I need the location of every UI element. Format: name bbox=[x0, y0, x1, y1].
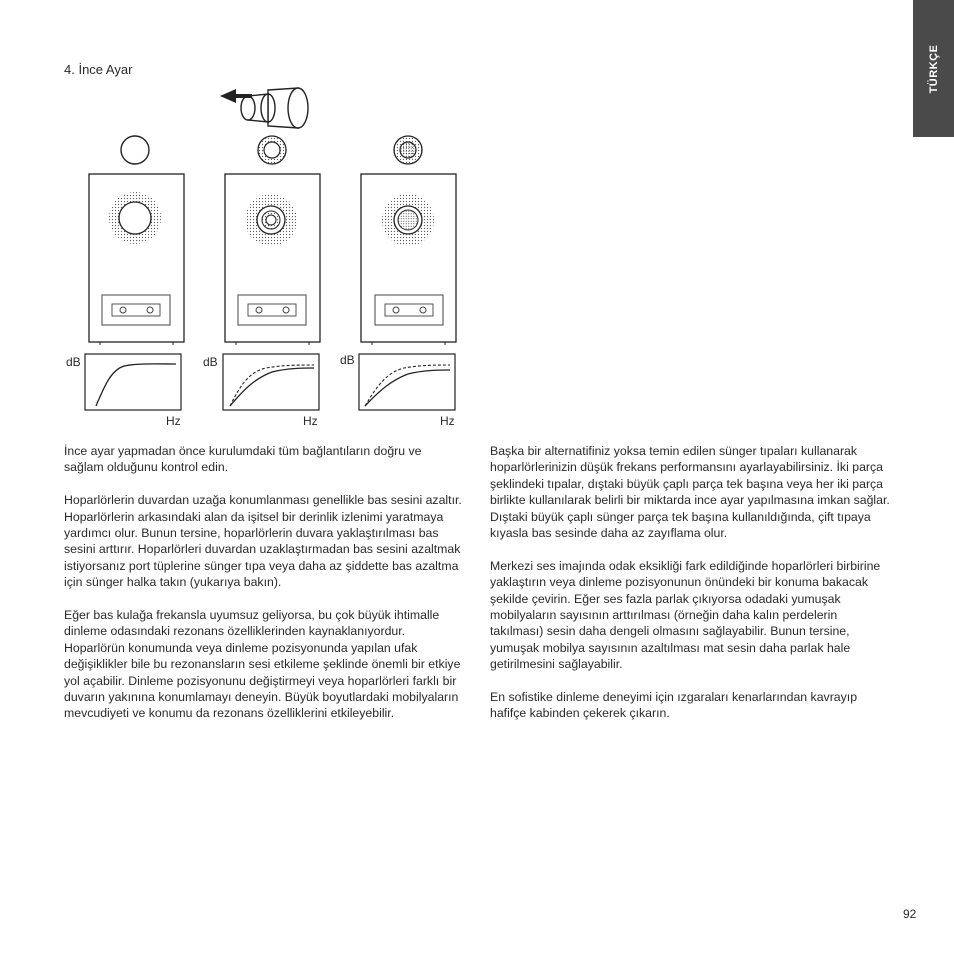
language-tab bbox=[913, 0, 954, 137]
graph-x-label: Hz bbox=[440, 414, 455, 428]
port-open-icon bbox=[121, 136, 149, 164]
speaker-plug bbox=[361, 174, 456, 345]
response-graph-open bbox=[66, 354, 181, 428]
speaker-ring bbox=[225, 174, 320, 345]
section-heading: 4. İnce Ayar bbox=[64, 62, 133, 77]
language-tab-label: TÜRKÇE bbox=[927, 44, 940, 93]
graph-y-label: dB bbox=[66, 355, 81, 369]
paragraph: Hoparlörlerin duvardan uzağa konumlanması genellikle bas sesini azaltır. Hoparlörlerin arkasındaki alan da işitsel bir derinlik izlenimi yaratmaya yardımcı olur. Bunun tersine, hoparlörlerin duvara yaklaştırılması bas sesini arttırır. Hoparlörleri duvardan uzaklaştırmadan bas sesini azaltmak istiyorsanız port tüplerine sünger tıpa veya daha az şiddette bas azaltma için sünger halka takın (yukarıya bakın). bbox=[64, 493, 462, 590]
graph-x-label: Hz bbox=[303, 414, 318, 428]
graph-y-label: dB bbox=[340, 353, 355, 367]
graph-y-label: dB bbox=[203, 355, 218, 369]
paragraph: Merkezi ses imajında odak eksikliği fark edildiğinde hoparlörleri birbirine yaklaştırın veya dinleme pozisyonunun önündeki bir konuma bakacak şekilde çevirin. Eğer ses fazla parlak çıkıyorsa odadaki yumuşak mobilyaların sayısının arttırılması (örneğin daha kalın perdelerin takılması) sesin daha dengeli olmasını sağlayabilir. Bunun tersine, yumuşak mobilya sayısının azaltılması mat sesin daha parlak hale getirilmesini sağlayabilir. bbox=[490, 558, 881, 672]
response-graph-plug bbox=[340, 353, 455, 428]
paragraph: İnce ayar yapmadan önce kurulumdaki tüm bağlantıların doğru ve sağlam olduğunu kontrol edin. bbox=[64, 444, 422, 475]
speaker-open-port bbox=[89, 174, 184, 345]
paragraph: Eğer bas kulağa frekansla uyumsuz geliyorsa, bu çok büyük ihtimalle dinleme odasındaki rezonans özelliklerinden kaynaklanıyordur. Hoparlörün konumunda veya dinleme pozisyonunda yapılan ufak değişiklikler bile bu rezonansların sesi etkileme şeklinde önemli bir etkiye yol açabilir. Dinleme pozisyonunu değiştirmeyi veya hoparlörleri farklı bir duvarın yakınına konumlamayı deneyin. Büyük boyutlardaki mobilyaların mevcudiyeti ve konumu da rezonans özelliklerini etkileyebilir. bbox=[64, 608, 461, 721]
response-graph-ring bbox=[203, 354, 319, 428]
paragraph: Başka bir alternatifiniz yoksa temin edilen sünger tıpaları kullanarak hoparlörlerinizin düşük frekans performansını ayarlayabilirsiniz. İki parça şeklindeki tıpalar, dıştaki büyük çaplı parça tek başına veya her iki parça birlikte kullanılarak belirli bir miktarda ince ayar yapılmasına imkan sağlar. Dıştaki büyük çaplı sünger parça tek başına kullanıldığında, çift tıpaya kıyasla bas sesinde daha az zayıflama olur. bbox=[490, 444, 890, 541]
left-text-column bbox=[64, 443, 464, 738]
page-number: 92 bbox=[903, 907, 917, 921]
port-bung-illustration bbox=[60, 80, 480, 430]
right-text-column bbox=[490, 443, 890, 738]
graph-x-label: Hz bbox=[166, 414, 181, 428]
paragraph: En sofistike dinleme deneyimi için ızgaraları kenarlarından kavrayıp hafifçe kabinden çekerek çıkarın. bbox=[490, 690, 858, 721]
port-plug-icon bbox=[394, 136, 422, 164]
port-ring-icon bbox=[258, 136, 286, 164]
